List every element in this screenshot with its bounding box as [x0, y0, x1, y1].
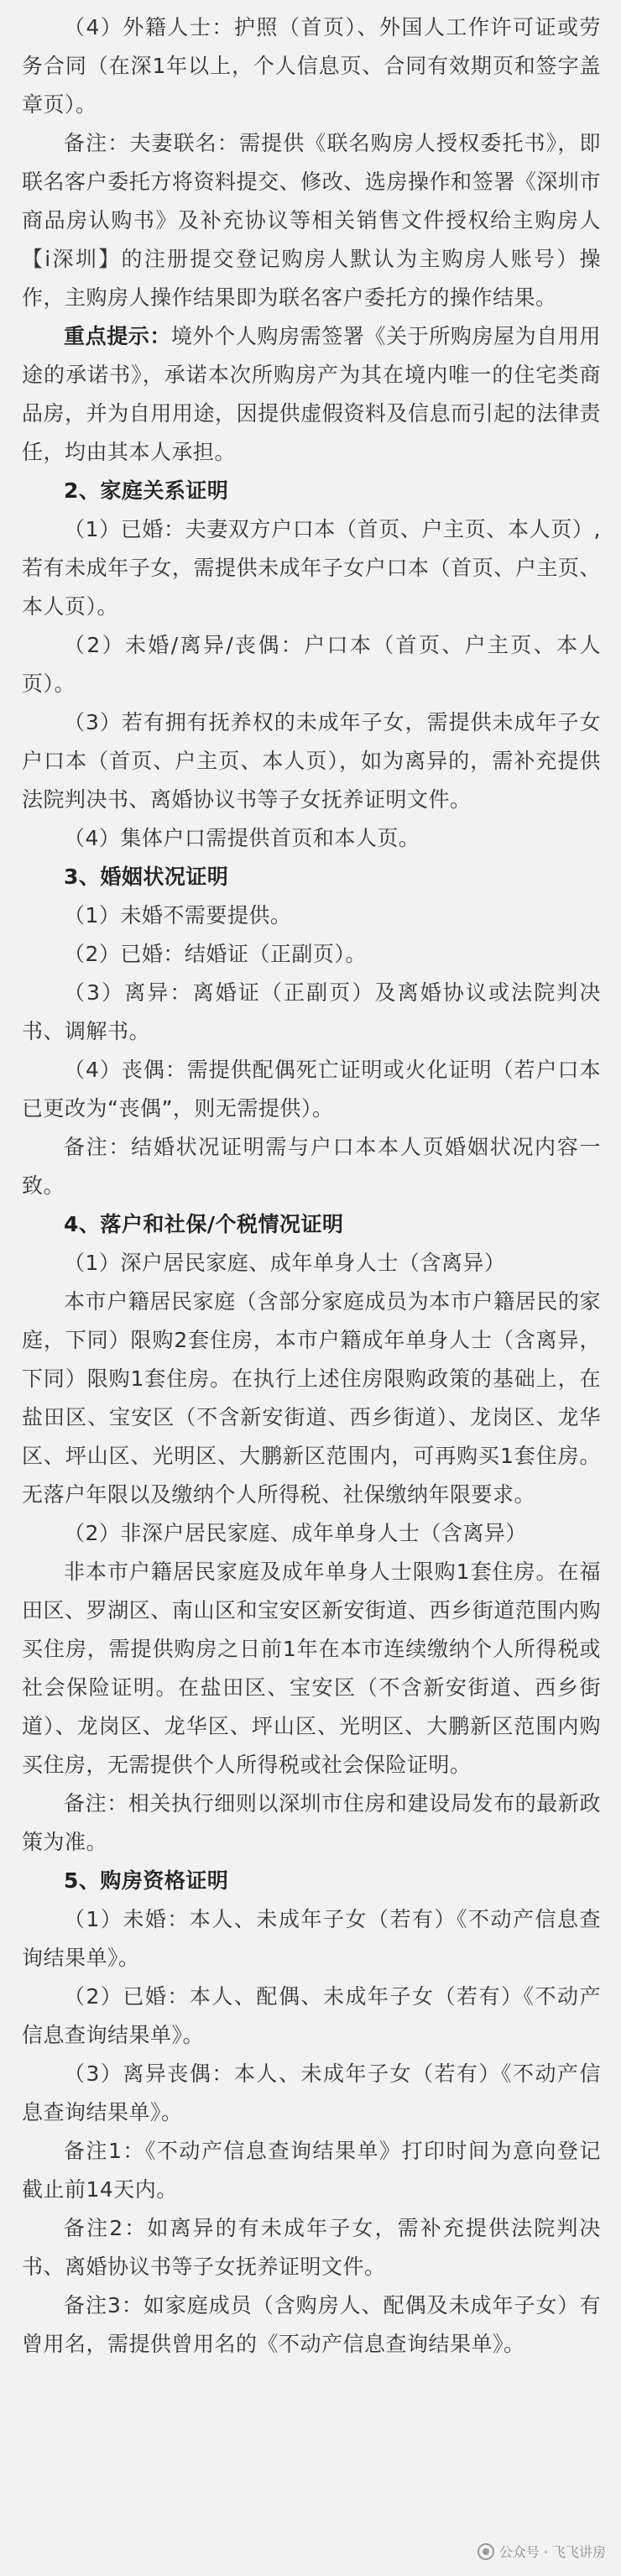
body-paragraph: 备注：结婚状况证明需与户口本本人页婚姻状况内容一致。 — [22, 1135, 601, 1198]
body-paragraph: 备注：相关执行细则以深圳市住房和建设局发布的最新政策为准。 — [22, 1791, 601, 1854]
section-heading: 3、婚姻状况证明 — [64, 865, 229, 889]
watermark — [477, 2542, 606, 2561]
watermark-text: 公众号 · 飞飞讲房 — [498, 2544, 606, 2560]
body-paragraph: （1）已婚：夫妻双方户口本（首页、户主页、本人页）,若有未成年子女，需提供未成年子女户口本（首页、户主页、本人页）。 — [22, 517, 601, 619]
key-notice-text: 境外个人购房需签署《关于所购房屋为自用用途的承诺书》，承诺本次所购房产为其在境内唯一的住宅类商品房，并为自用用途，因提供虚假资料及信息而引起的法律责任，均由其本人承担。 — [22, 324, 601, 464]
body-paragraph: 本市户籍居民家庭（含部分家庭成员为本市户籍居民的家庭，下同）限购2套住房，本市户籍成年单身人士（含离异，下同）限购1套住房。在执行上述住房限购政策的基础上，在盐田区、宝安区（不含新安街道、西乡街道）、龙岗区、龙华区、坪山区、光明区、大鹏新区范围内，可再购买1套住房。无落户年限以及缴纳个人所得税、社保缴纳年限要求。 — [22, 1289, 601, 1507]
section-heading: 2、家庭关系证明 — [64, 478, 229, 503]
wechat-official-account-icon — [477, 2543, 494, 2560]
section-heading: 5、购房资格证明 — [64, 1868, 229, 1893]
body-paragraph: 备注2：如离异的有未成年子女，需补充提供法院判决书、离婚协议书等子女抚养证明文件。 — [22, 2216, 601, 2279]
body-paragraph: 备注3：如家庭成员（含购房人、配偶及未成年子女）有曾用名，需提供曾用名的《不动产信息查询结果单》。 — [22, 2293, 601, 2356]
body-paragraph: 备注1：《不动产信息查询结果单》打印时间为意向登记截止前14天内。 — [22, 2139, 601, 2202]
body-paragraph: （4）外籍人士：护照（首页）、外国人工作许可证或劳务合同（在深1年以上，个人信息页、合同有效期页和签字盖章页）。 — [22, 15, 601, 117]
body-paragraph: 非本市户籍居民家庭及成年单身人士限购1套住房。在福田区、罗湖区、南山区和宝安区新安街道、西乡街道范围内购买住房，需提供购房之日前1年在本市连续缴纳个人所得税或社会保险证明。在盐田区、宝安区（不含新安街道、西乡街道）、龙岗区、龙华区、坪山区、光明区、大鹏新区范围内购买住房，无需提供个人所得税或社会保险证明。 — [22, 1560, 601, 1777]
body-paragraph: （1）未婚：本人、未成年子女（若有）《不动产信息查询结果单》。 — [22, 1907, 601, 1970]
body-paragraph: （3）若有拥有抚养权的未成年子女，需提供未成年子女户口本（首页、户主页、本人页），如为离异的，需补充提供法院判决书、离婚协议书等子女抚养证明文件。 — [22, 710, 601, 812]
body-paragraph: （1）未婚不需要提供。 — [64, 903, 292, 927]
document-body — [22, 8, 601, 2364]
body-paragraph: （2）非深户居民家庭、成年单身人士（含离异） — [64, 1521, 527, 1545]
body-paragraph: 备注：夫妻联名：需提供《联名购房人授权委托书》，即联名客户委托方将资料提交、修改、选房操作和签署《深圳市商品房认购书》及补充协议等相关销售文件授权给主购房人【i深圳】的注册提交登记购房人默认为主购房人账号）操作，主购房人操作结果即为联名客户委托方的操作结果。 — [22, 131, 601, 310]
body-paragraph: （2）已婚：本人、配偶、未成年子女（若有）《不动产信息查询结果单》。 — [22, 1984, 601, 2047]
body-paragraph: （1）深户居民家庭、成年单身人士（含离异） — [64, 1251, 506, 1275]
key-notice-label: 重点提示： — [64, 324, 172, 348]
key-notice-paragraph — [22, 317, 601, 472]
body-paragraph: （2）已婚：结婚证（正副页）。 — [64, 942, 367, 966]
body-paragraph: （4）集体户口需提供首页和本人页。 — [64, 826, 420, 850]
body-paragraph: （3）离异：离婚证（正副页）及离婚协议或法院判决书、调解书。 — [22, 980, 601, 1043]
body-paragraph: （2）未婚/离异/丧偶：户口本（首页、户主页、本人页）。 — [22, 633, 601, 696]
body-paragraph: （3）离异丧偶：本人、未成年子女（若有）《不动产信息查询结果单》。 — [22, 2061, 601, 2124]
section-heading: 4、落户和社保/个税情况证明 — [64, 1212, 344, 1236]
body-paragraph: （4）丧偶：需提供配偶死亡证明或火化证明（若户口本已更改为“丧偶”，则无需提供）。 — [22, 1058, 601, 1121]
